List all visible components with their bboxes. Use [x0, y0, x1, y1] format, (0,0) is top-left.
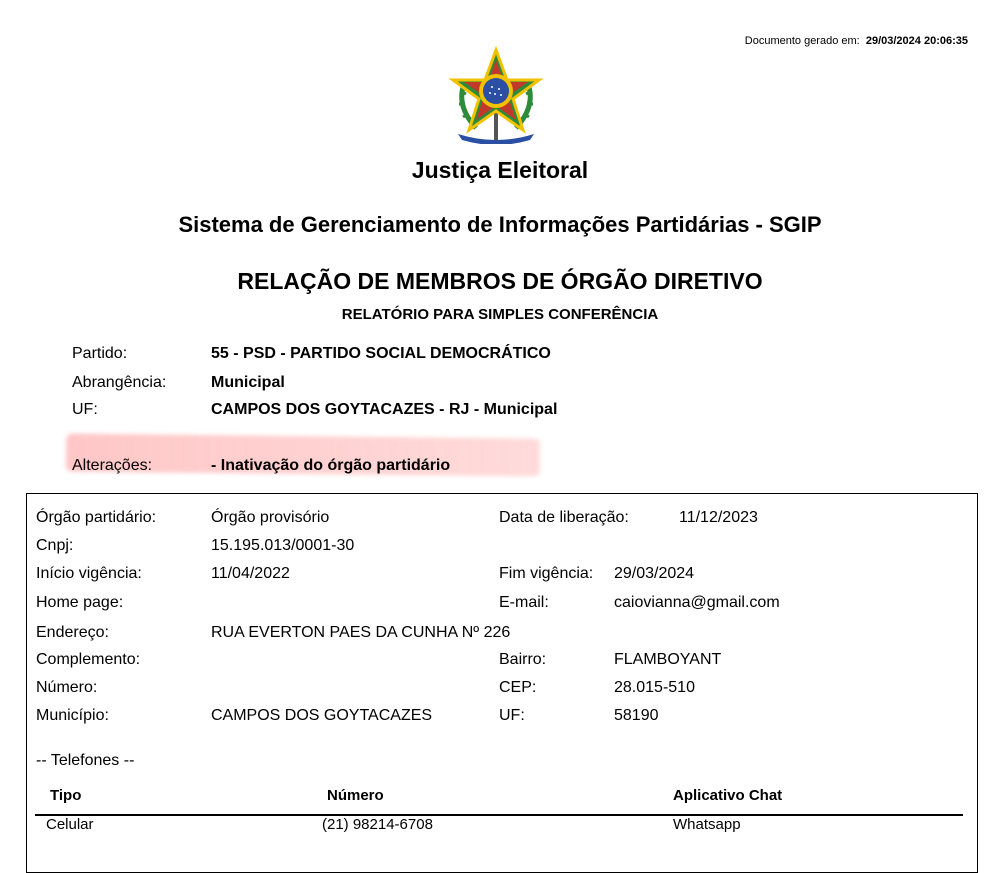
partido-value: 55 - PSD - PARTIDO SOCIAL DEMOCRÁTICO: [211, 345, 551, 362]
system-title: Sistema de Gerenciamento de Informações Partidárias - SGIP: [178, 212, 822, 237]
orgao-uf-label: UF:: [499, 707, 525, 724]
uf-label: UF:: [72, 401, 98, 418]
complemento-label: Complemento:: [36, 651, 141, 668]
fim-vigencia-value: 29/03/2024: [614, 565, 695, 582]
email-value: caiovianna@gmail.com: [614, 594, 780, 611]
cnpj-label: Cnpj:: [36, 537, 74, 554]
liberacao-label: Data de liberação:: [499, 509, 629, 526]
brazil-coat-of-arms-icon: [446, 44, 546, 144]
uf-value: CAMPOS DOS GOYTACAZES - RJ - Municipal: [211, 401, 558, 418]
email-label: E-mail:: [499, 594, 549, 611]
fim-vigencia-label: Fim vigência:: [499, 565, 594, 582]
homepage-label: Home page:: [36, 594, 124, 611]
endereco-value: RUA EVERTON PAES DA CUNHA Nº 226: [211, 624, 511, 641]
endereco-label: Endereço:: [36, 624, 109, 641]
telefones-section-label: -- Telefones --: [36, 752, 135, 769]
generated-label: Documento gerado em:: [744, 35, 860, 47]
cnpj-value: 15.195.013/0001-30: [211, 537, 355, 554]
numero-label: Número:: [36, 679, 98, 696]
inicio-vigencia-value: 11/04/2022: [211, 565, 290, 582]
cep-value: 28.015-510: [614, 679, 695, 696]
alteracoes-label: Alterações:: [72, 457, 153, 474]
orgao-value: Órgão provisório: [211, 509, 330, 526]
table-header-rule: [35, 814, 963, 816]
institution-title: Justiça Eleitoral: [411, 157, 589, 183]
municipio-label: Município:: [36, 707, 109, 724]
table-cell-numero: (21) 98214-6708: [322, 816, 433, 833]
partido-label: Partido:: [72, 345, 128, 362]
orgao-label: Órgão partidário:: [36, 509, 157, 526]
bairro-value: FLAMBOYANT: [614, 651, 722, 668]
report-subtitle: RELATÓRIO PARA SIMPLES CONFERÊNCIA: [341, 306, 659, 323]
municipio-value: CAMPOS DOS GOYTACAZES: [211, 707, 433, 724]
table-header-tipo: Tipo: [50, 787, 82, 804]
bairro-label: Bairro:: [499, 651, 547, 668]
abrangencia-value: Municipal: [211, 374, 285, 391]
report-title: RELAÇÃO DE MEMBROS DE ÓRGÃO DIRETIVO: [237, 268, 763, 294]
table-header-numero: Número: [327, 787, 384, 804]
alteracoes-value: - Inativação do órgão partidário: [211, 457, 451, 474]
inicio-vigencia-label: Início vigência:: [36, 565, 142, 582]
table-cell-tipo: Celular: [46, 816, 94, 833]
table-cell-aplicativo: Whatsapp: [673, 816, 741, 833]
cep-label: CEP:: [499, 679, 537, 696]
generated-value: 29/03/2024 20:06:35: [865, 35, 968, 47]
orgao-uf-value: 58190: [614, 707, 659, 724]
liberacao-value: 11/12/2023: [679, 509, 758, 526]
generated-timestamp: [745, 35, 968, 47]
abrangencia-label: Abrangência:: [72, 374, 167, 391]
table-header-aplicativo: Aplicativo Chat: [673, 787, 783, 804]
